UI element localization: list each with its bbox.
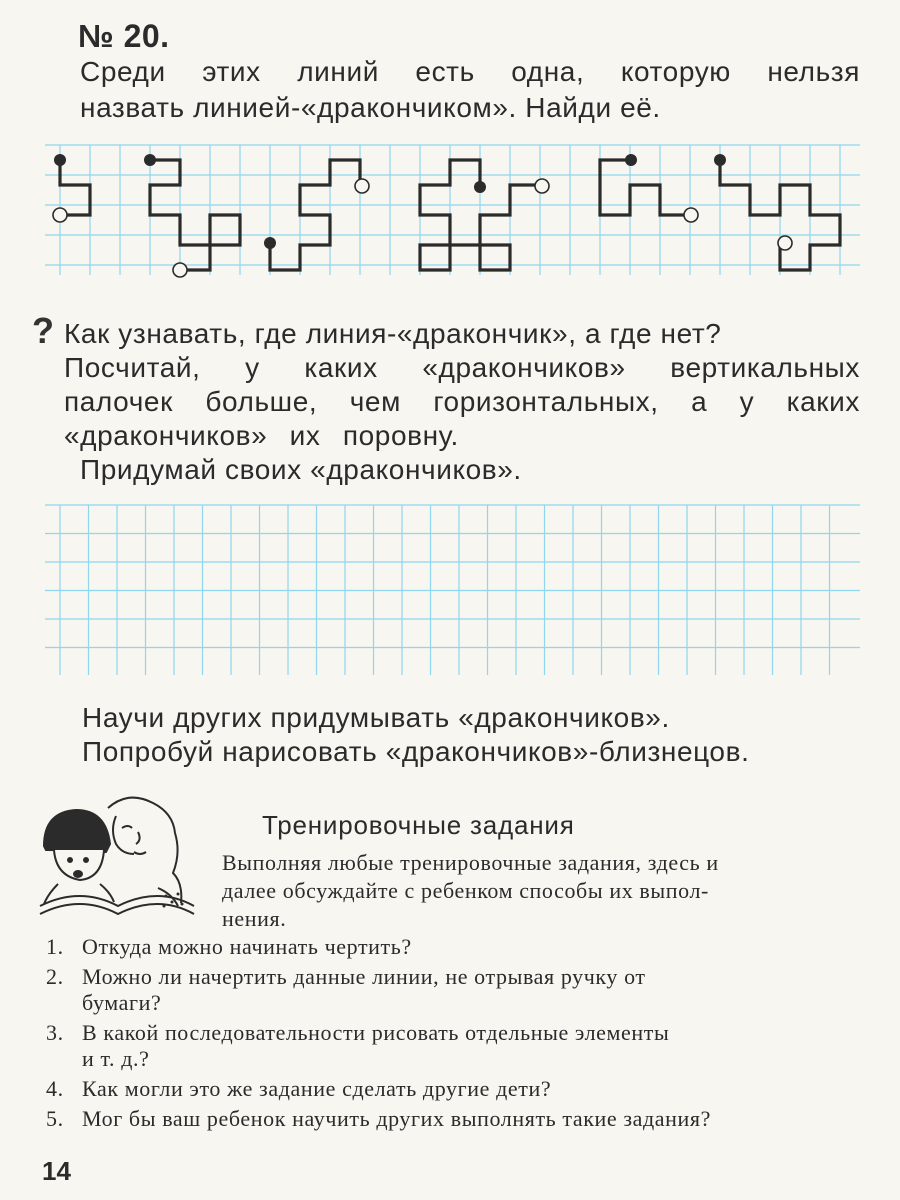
training-item-2-number: 2. — [46, 964, 64, 989]
page-number: 14 — [42, 1156, 71, 1186]
training-intro-line-2: далее обсуждайте с ребенком способы их выпол- — [222, 878, 709, 903]
task-text-line-1: Среди этих линий есть одна, которую нельзя — [80, 56, 860, 87]
question-line-1: Как узнавать, где линия-«дракончик», а где нет? — [64, 318, 722, 349]
top-grid-lines — [45, 145, 860, 275]
training-item-4-number: 4. — [46, 1076, 64, 1101]
drawing-grid[interactable] — [0, 495, 900, 685]
dragon-lines-grid — [0, 140, 900, 280]
training-item-3-text-cont: и т. д.? — [82, 1046, 150, 1071]
training-item-2-text-cont: бумаги? — [82, 990, 162, 1015]
dragon-line-5 — [600, 160, 690, 215]
training-item-5-text: Мог бы ваш ребенок научить других выполнять такие задания? — [82, 1106, 712, 1131]
dragon-line-1 — [60, 160, 90, 215]
end-point-markers — [53, 179, 792, 277]
dragon-line-2 — [150, 160, 240, 270]
dragon-line-4-odd — [420, 160, 540, 270]
question-line-2: Посчитай, у каких «дракончиков» вертикальных — [64, 352, 860, 383]
question-line-3: палочек больше, чем горизонтальных, а у каких — [64, 386, 860, 417]
question-mark-icon: ? — [32, 310, 54, 351]
question-line-5: Придумай своих «дракончиков». — [80, 454, 522, 485]
task-text-line-2: назвать линией-«дракончиком». Найди её. — [80, 92, 661, 123]
training-section-title: Тренировочные задания — [262, 810, 575, 840]
training-intro-line-1: Выполняя любые тренировочные задания, здесь и — [222, 850, 719, 875]
training-item-4-text: Как могли это же задание сделать другие дети? — [82, 1076, 552, 1101]
training-item-5-number: 5. — [46, 1106, 64, 1131]
mother-child-reading-illustration — [38, 788, 198, 928]
training-item-3-text: В какой последовательности рисовать отдельные элементы — [82, 1020, 670, 1045]
twins-line: Попробуй нарисовать «дракончиков»-близнецов. — [82, 736, 750, 767]
training-item-1-number: 1. — [46, 934, 64, 959]
dragon-line-3 — [270, 160, 360, 270]
training-intro-line-3: нения. — [222, 906, 287, 931]
training-item-3-number: 3. — [46, 1020, 64, 1045]
teach-others-line: Научи других придумывать «дракончиков». — [82, 702, 670, 733]
drawing-grid-lines — [45, 505, 860, 675]
task-number: № 20. — [78, 18, 170, 54]
training-item-1-text: Откуда можно начинать чертить? — [82, 934, 412, 959]
question-line-4: «дракончиков» их поровну. — [64, 420, 459, 451]
training-item-2-text: Можно ли начертить данные линии, не отрывая ручку от — [82, 964, 646, 989]
